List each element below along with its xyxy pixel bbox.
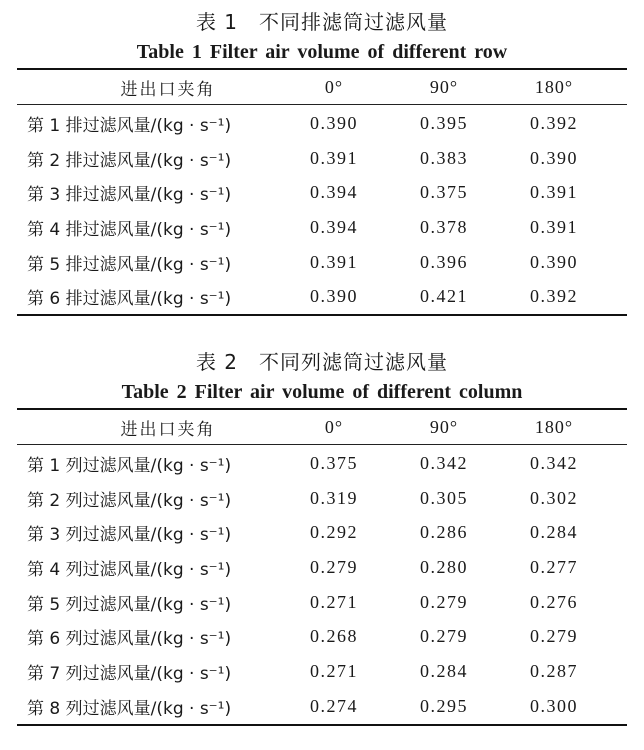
- value-0-deg: 0.394: [310, 216, 358, 237]
- table-row: [17, 654, 627, 689]
- table-2-caption-en: Table 2 Filter air volume of different column: [121, 381, 523, 403]
- value-0-deg: 0.391: [310, 251, 358, 272]
- value-90-deg: 0.395: [420, 112, 468, 133]
- value-0-deg: 0.394: [310, 182, 358, 203]
- table-2-caption-cn: 表 2 不同列滤筒过滤风量: [195, 350, 449, 374]
- value-0-deg: 0.390: [310, 112, 358, 133]
- header-90-deg: 90°: [429, 76, 459, 97]
- header-180-deg: 180°: [534, 76, 574, 97]
- value-90-deg: 0.280: [420, 556, 468, 577]
- value-0-deg: 0.319: [310, 487, 358, 508]
- value-180-deg: 0.302: [530, 487, 578, 508]
- value-180-deg: 0.391: [530, 182, 578, 203]
- table-row: [17, 106, 627, 141]
- table-1-bottom-rule: [17, 314, 627, 316]
- row-label: 第 3 列过滤风量/(kg · s⁻¹): [27, 525, 232, 546]
- table-row: [17, 550, 627, 585]
- table-row: [17, 141, 627, 176]
- value-0-deg: 0.391: [310, 147, 358, 168]
- table-row: [17, 481, 627, 516]
- header-0-deg: 0°: [324, 76, 344, 97]
- table-row: [17, 446, 627, 481]
- table-row: [17, 585, 627, 620]
- row-label: 第 7 列过滤风量/(kg · s⁻¹): [27, 663, 232, 684]
- value-180-deg: 0.279: [530, 626, 578, 647]
- header-90-deg: 90°: [429, 416, 459, 437]
- table-1-header-row: [17, 70, 627, 104]
- row-label: 第 3 排过滤风量/(kg · s⁻¹): [27, 185, 232, 206]
- row-label: 第 4 列过滤风量/(kg · s⁻¹): [27, 559, 232, 580]
- value-90-deg: 0.279: [420, 591, 468, 612]
- row-label: 第 6 排过滤风量/(kg · s⁻¹): [27, 289, 232, 310]
- table-row: [17, 619, 627, 654]
- value-90-deg: 0.421: [420, 286, 468, 307]
- value-0-deg: 0.390: [310, 286, 358, 307]
- table-2-block: [17, 346, 627, 726]
- table-2-body: [17, 445, 627, 724]
- value-180-deg: 0.277: [530, 556, 578, 577]
- table-row: [17, 245, 627, 280]
- value-0-deg: 0.268: [310, 626, 358, 647]
- value-90-deg: 0.396: [420, 251, 468, 272]
- row-label: 第 4 排过滤风量/(kg · s⁻¹): [27, 219, 232, 240]
- table-1-block: [17, 6, 627, 316]
- header-0-deg: 0°: [324, 416, 344, 437]
- header-angle-label: 进出口夹角: [120, 419, 216, 440]
- value-180-deg: 0.284: [530, 522, 578, 543]
- table-row: [17, 689, 627, 724]
- value-0-deg: 0.274: [310, 695, 358, 716]
- value-180-deg: 0.390: [530, 251, 578, 272]
- table-row: [17, 210, 627, 245]
- row-label: 第 5 排过滤风量/(kg · s⁻¹): [27, 254, 232, 275]
- row-label: 第 1 列过滤风量/(kg · s⁻¹): [27, 455, 232, 476]
- table-1-body: [17, 105, 627, 314]
- value-180-deg: 0.342: [530, 452, 578, 473]
- value-90-deg: 0.305: [420, 487, 468, 508]
- value-0-deg: 0.279: [310, 556, 358, 577]
- value-0-deg: 0.292: [310, 522, 358, 543]
- row-label: 第 5 列过滤风量/(kg · s⁻¹): [27, 594, 232, 615]
- value-180-deg: 0.391: [530, 216, 578, 237]
- row-label: 第 8 列过滤风量/(kg · s⁻¹): [27, 698, 232, 719]
- value-0-deg: 0.271: [310, 660, 358, 681]
- value-90-deg: 0.378: [420, 216, 468, 237]
- row-label: 第 2 排过滤风量/(kg · s⁻¹): [27, 150, 232, 171]
- table-row: [17, 175, 627, 210]
- row-label: 第 2 列过滤风量/(kg · s⁻¹): [27, 490, 232, 511]
- row-label: 第 1 排过滤风量/(kg · s⁻¹): [27, 115, 232, 136]
- header-180-deg: 180°: [534, 416, 574, 437]
- table-1-caption-en: Table 1 Filter air volume of different row: [136, 41, 508, 63]
- value-180-deg: 0.390: [530, 147, 578, 168]
- value-90-deg: 0.375: [420, 182, 468, 203]
- value-90-deg: 0.342: [420, 452, 468, 473]
- value-180-deg: 0.392: [530, 112, 578, 133]
- table-row: [17, 515, 627, 550]
- value-0-deg: 0.271: [310, 591, 358, 612]
- value-180-deg: 0.392: [530, 286, 578, 307]
- row-label: 第 6 列过滤风量/(kg · s⁻¹): [27, 629, 232, 650]
- table-row: [17, 279, 627, 314]
- value-90-deg: 0.383: [420, 147, 468, 168]
- table-2-header-row: [17, 410, 627, 444]
- value-90-deg: 0.295: [420, 695, 468, 716]
- value-90-deg: 0.279: [420, 626, 468, 647]
- table-1-caption-cn: 表 1 不同排滤筒过滤风量: [195, 10, 449, 34]
- value-180-deg: 0.287: [530, 660, 578, 681]
- value-180-deg: 0.276: [530, 591, 578, 612]
- value-90-deg: 0.284: [420, 660, 468, 681]
- header-angle-label: 进出口夹角: [120, 79, 216, 100]
- value-90-deg: 0.286: [420, 522, 468, 543]
- value-0-deg: 0.375: [310, 452, 358, 473]
- table-2-bottom-rule: [17, 724, 627, 726]
- value-180-deg: 0.300: [530, 695, 578, 716]
